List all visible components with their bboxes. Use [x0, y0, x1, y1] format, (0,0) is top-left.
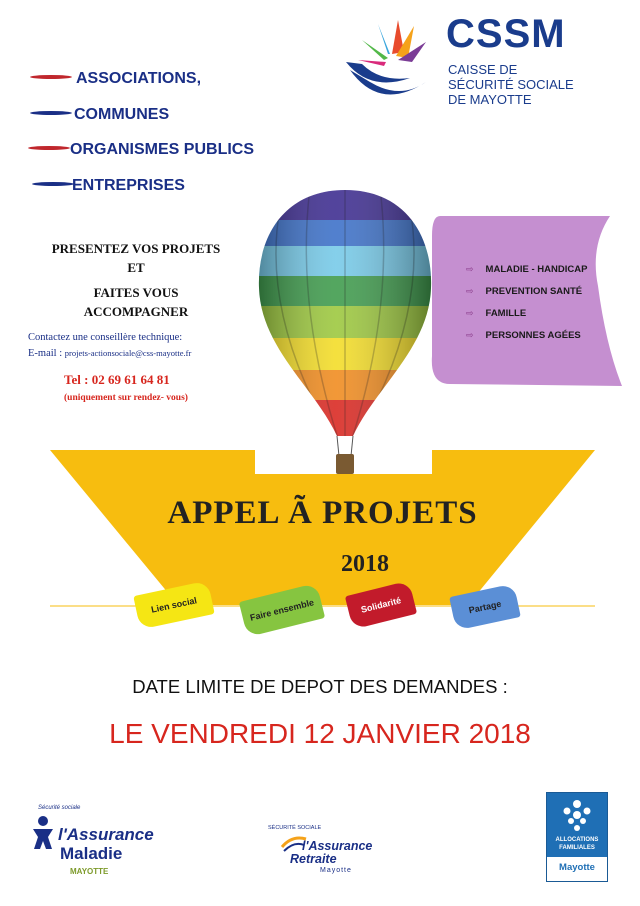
arrow-right-icon: ⇨	[466, 264, 474, 274]
org-acronym: CSSM	[446, 12, 566, 56]
am-line1: l'Assurance	[58, 825, 154, 844]
org-line3: DE MAYOTTE	[448, 92, 532, 107]
banner-title: APPEL Ã PROJETS	[167, 495, 478, 531]
cssm-logo	[340, 12, 610, 112]
email-value: projets-actionsociale@css-mayotte.fr	[64, 348, 192, 358]
org-line2: SÉCURITÉ SOCIALE	[448, 77, 574, 92]
swoosh-icon	[30, 111, 72, 115]
value-flag-label: Faire ensemble	[248, 597, 316, 623]
contact-note: (uniquement sur rendez- vous)	[64, 393, 188, 403]
assurance-maladie-logo	[20, 805, 170, 885]
email-label: E-mail :	[28, 348, 63, 359]
am-small: Sécurité sociale	[38, 805, 81, 811]
am-line2: Maladie	[60, 844, 123, 863]
pitch-block	[20, 239, 252, 321]
assurance-retraite-logo	[258, 825, 388, 877]
caf-line1: ALLOCATIONS	[555, 837, 599, 843]
deadline-label: DATE LIMITE DE DEPOT DES DEMANDES :	[132, 676, 508, 697]
contact-phone: Tel : 02 69 61 64 81	[64, 372, 170, 387]
value-flag-label: Lien social	[150, 595, 198, 615]
contact-intro: Contactez une conseillère technique:	[28, 332, 183, 343]
ar-line1: l'Assurance	[302, 839, 373, 853]
theme-item: ⇨ MALADIE - HANDICAP	[466, 264, 588, 275]
target-item: ENTREPRISES	[72, 177, 185, 194]
arrow-right-icon: ⇨	[466, 308, 474, 318]
theme-item: ⇨ PREVENTION SANTÉ	[466, 286, 583, 297]
target-item: ORGANISMES PUBLICS	[70, 141, 255, 158]
theme-item: ⇨ PERSONNES AGÉES	[466, 330, 581, 341]
caf-line2: FAMILIALES	[559, 845, 595, 851]
value-flag-label: Solidarité	[359, 595, 403, 615]
pitch-line4: ACCOMPAGNER	[83, 304, 189, 319]
swoosh-icon	[32, 182, 74, 186]
ar-line3: Mayotte	[320, 867, 352, 874]
swoosh-icon	[28, 146, 70, 150]
arrow-right-icon: ⇨	[466, 286, 474, 296]
caf-line3: Mayotte	[559, 862, 595, 873]
contact-email-row	[28, 348, 191, 359]
balloon-illustration	[255, 188, 435, 478]
pitch-line3: FAITES VOUS	[93, 285, 179, 300]
theme-item: ⇨ FAMILLE	[466, 308, 527, 319]
pitch-line1: PRESENTEZ VOS PROJETS	[51, 241, 221, 256]
ar-small: SÉCURITÉ SOCIALE	[268, 825, 322, 831]
caf-logo	[546, 792, 608, 882]
cssm-emblem-icon	[340, 12, 440, 112]
target-item: COMMUNES	[74, 106, 170, 123]
ar-line2: Retraite	[290, 852, 337, 866]
am-line3: MAYOTTE	[70, 867, 109, 876]
person-figure-icon	[28, 815, 58, 849]
value-flag-label: Partage	[467, 598, 503, 616]
org-line1: CAISSE DE	[448, 62, 518, 77]
target-item: ASSOCIATIONS,	[76, 70, 202, 87]
pitch-line2: ET	[127, 260, 145, 275]
swoosh-icon	[30, 75, 72, 79]
theme-list	[466, 258, 587, 346]
deadline-date: LE VENDREDI 12 JANVIER 2018	[109, 718, 531, 749]
banner-year: 2018	[341, 551, 389, 577]
caf-emblem-icon	[557, 797, 597, 833]
arrow-right-icon: ⇨	[466, 330, 474, 340]
